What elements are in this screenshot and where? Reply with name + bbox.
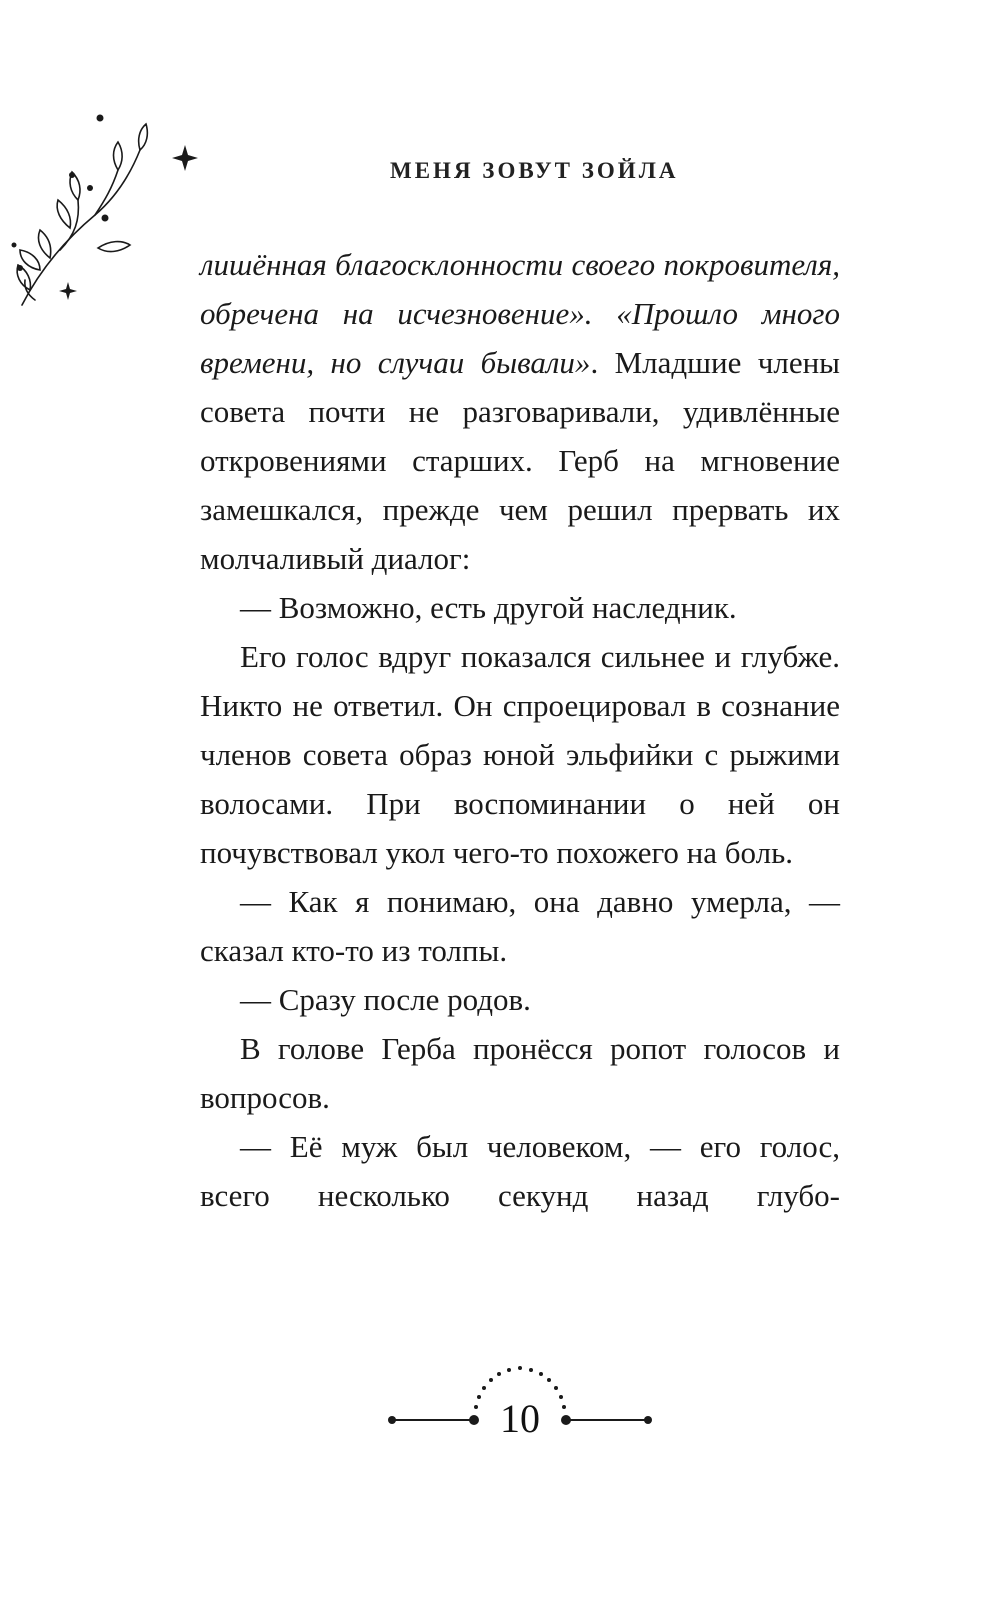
paragraph-text: В голове Герба пронёсся ропот голосов и вопросов. bbox=[200, 1031, 840, 1115]
paragraph-text: — Её муж был человеком, — его голос, всего несколько секунд назад глубо- bbox=[200, 1129, 840, 1213]
paragraph-text: . Младшие члены совета почти не разговаривали, удивлённые откровениями старших. Герб на мгновение замешкался, прежде чем решил прервать их молчаливый диалог: bbox=[200, 345, 840, 576]
running-head: МЕНЯ ЗОВУТ ЗОЙЛА bbox=[390, 158, 679, 183]
paragraph-text: Его голос вдруг показался сильнее и глубже. Никто не ответил. Он спроецировал в сознание членов совета образ юной эльфийки с рыжими волосами. При воспоминании о ней он почувствовал укол чего-то похожего на боль. bbox=[200, 639, 840, 870]
paragraph bbox=[200, 583, 840, 632]
paragraph bbox=[200, 975, 840, 1024]
paragraph bbox=[200, 632, 840, 877]
paragraph bbox=[200, 1024, 840, 1122]
paragraph-text: — Сразу после родов. bbox=[240, 982, 531, 1017]
paragraph-text-italic: лишённая благосклонности своего покровителя, обречена на исчезновение». «Прошло много времени, но случаи бывали» bbox=[200, 247, 840, 380]
page-number: 10 bbox=[500, 1396, 540, 1441]
body-text bbox=[200, 240, 840, 1220]
paragraph bbox=[200, 877, 840, 975]
paragraph-text: — Как я понимаю, она давно умерла, — сказал кто-то из толпы. bbox=[200, 884, 840, 968]
paragraph bbox=[200, 1122, 840, 1220]
paragraph bbox=[200, 240, 840, 583]
folio bbox=[380, 1335, 660, 1441]
paragraph-text: — Возможно, есть другой наследник. bbox=[240, 590, 737, 625]
